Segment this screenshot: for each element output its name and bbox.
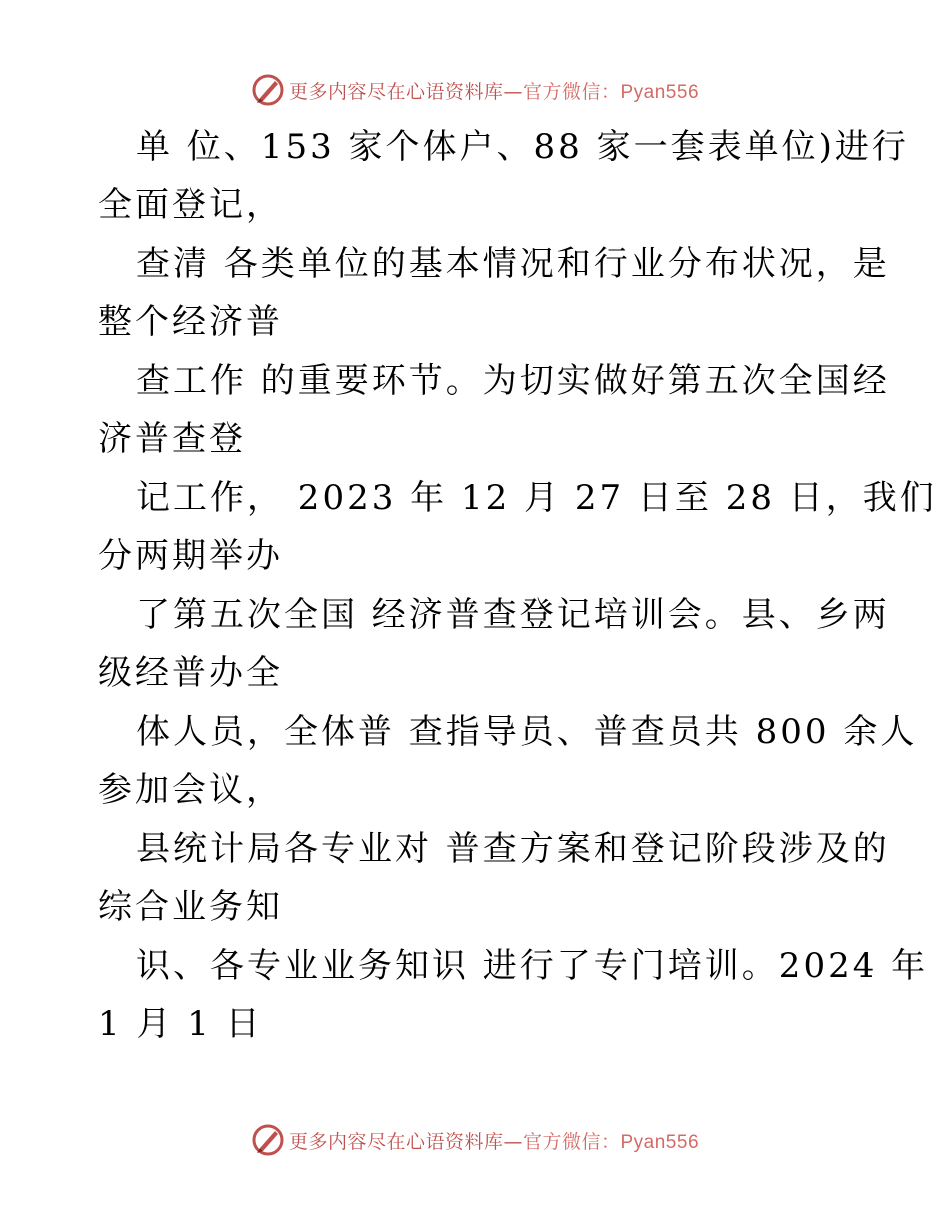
body-line: 体人员，全体普 查指导员、普查员共 800 余人 (136, 712, 918, 752)
body-line: 查工作 的重要环节。为切实做好第五次全国经 (136, 361, 890, 401)
quill-pen-logo-icon (251, 73, 285, 107)
header-banner-dash: — (503, 80, 523, 103)
body-line: 查清 各类单位的基本情况和行业分布状况，是 (136, 244, 890, 284)
footer-banner-text (289, 1127, 699, 1154)
footer-banner-tail: 官方微信： (522, 1130, 621, 1153)
body-line: 综合业务知 (98, 887, 283, 927)
header-banner-text (289, 77, 699, 104)
footer-banner-dash: — (503, 1130, 523, 1153)
body-line: 了第五次全国 经济普查登记培训会。县、乡两 (136, 595, 890, 635)
header-banner (0, 68, 950, 112)
body-line: 整个经济普 (98, 302, 283, 342)
header-banner-tail: 官方微信： (522, 80, 621, 103)
body-line: 1 月 1 日 (98, 1004, 263, 1044)
body-line: 分两期举办 (98, 536, 283, 576)
header-banner-id: Pyan556 (620, 81, 700, 103)
body-line: 全面登记， (98, 185, 283, 225)
quill-pen-logo-icon (251, 1123, 285, 1157)
body-line: 记工作， 2023 年 12 月 27 日至 28 日，我们 (136, 478, 937, 518)
body-line: 济普查登 (98, 419, 246, 459)
footer-banner-id: Pyan556 (620, 1131, 700, 1153)
footer-banner (0, 1118, 950, 1162)
body-line: 识、各专业业务知识 进行了专门培训。2024 年 (136, 946, 929, 986)
body-line: 单 位、153 家个体户、88 家一套表单位)进行 (136, 127, 909, 167)
header-banner-main: 更多内容尽在心语资料库 (288, 80, 504, 103)
body-line: 县统计局各专业对 普查方案和登记阶段涉及的 (136, 829, 890, 869)
body-line: 级经普办全 (98, 653, 283, 693)
footer-banner-main: 更多内容尽在心语资料库 (288, 1130, 504, 1153)
body-line: 参加会议， (98, 770, 283, 810)
